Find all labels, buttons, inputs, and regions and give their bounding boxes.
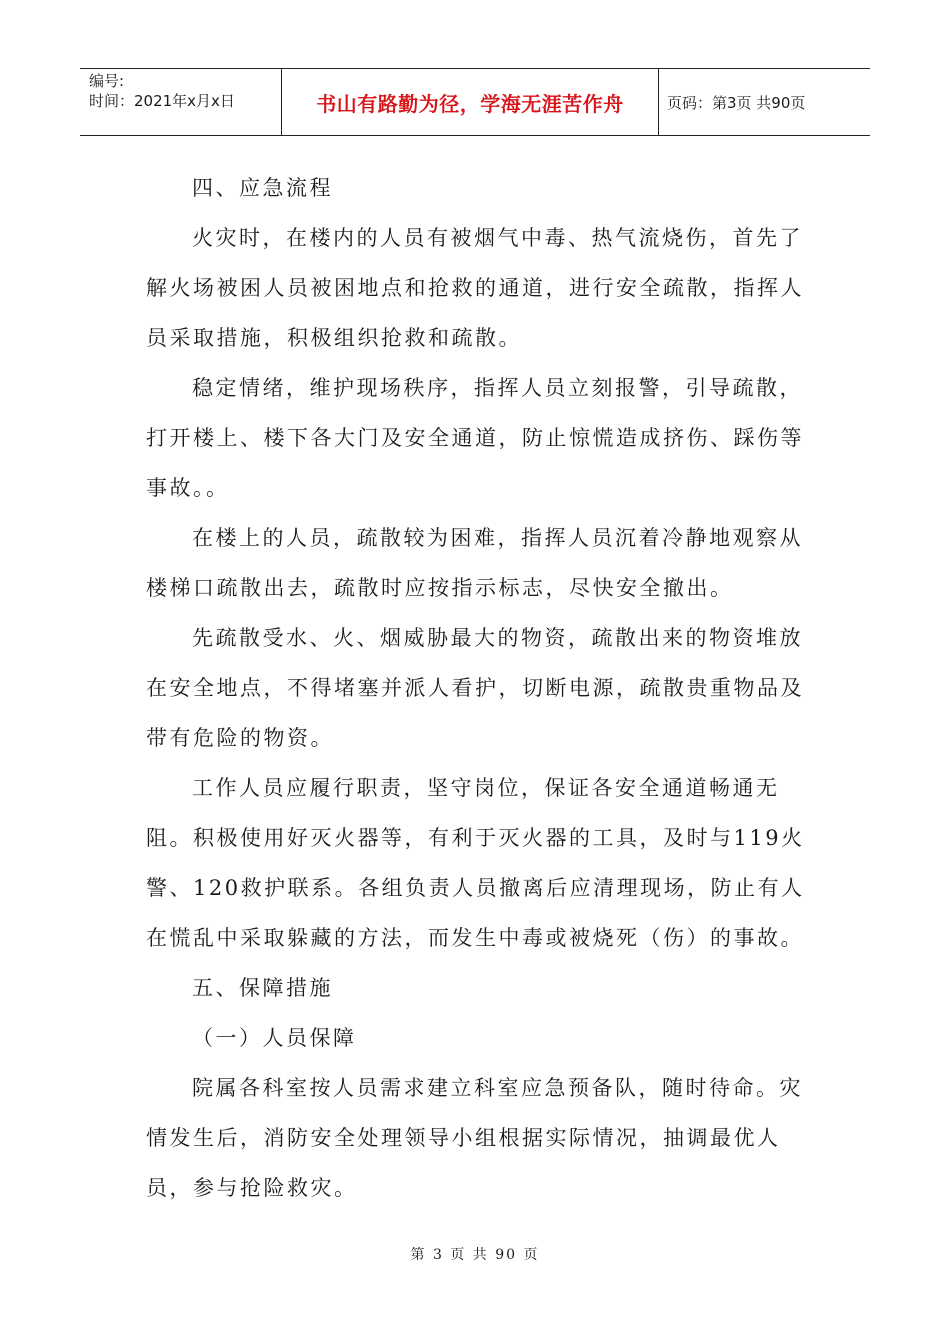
paragraph: 火灾时，在楼内的人员有被烟气中毒、热气流烧伤，首先了解火场被困人员被困地点和抢救的通道，进行安全疏散，指挥人员采取措施，积极组织抢救和疏散。	[146, 226, 804, 350]
paragraph: 院属各科室按人员需求建立科室应急预备队，随时待命。灾情发生后，消防安全处理领导小组根据实际情况，抽调最优人员，参与抢险救灾。	[146, 1076, 803, 1200]
header-meta-cell	[80, 69, 282, 135]
paragraph: 稳定情绪，维护现场秩序，指挥人员立刻报警，引导疏散，打开楼上、楼下各大门及安全通道，防止惊慌造成挤伤、踩伤等事故。。	[146, 376, 804, 500]
paragraph: 先疏散受水、火、烟威胁最大的物资，疏散出来的物资堆放在安全地点，不得堵塞并派人看护，切断电源，疏散贵重物品及带有危险的物资。	[146, 626, 804, 750]
section-heading-safeguards: 五、保障措施	[192, 976, 333, 1000]
page-header	[80, 68, 870, 136]
header-motto-cell	[282, 69, 659, 135]
paragraph: 工作人员应履行职责，坚守岗位，保证各安全通道畅通无阻。积极使用好灭火器等，有利于灭火器的工具，及时与119火警、120救护联系。各组负责人员撤离后应清理现场，防止有人在慌乱中采取躲藏的方法，而发生中毒或被烧死（伤）的事故。	[146, 776, 805, 950]
header-page-cell	[659, 69, 870, 135]
header-motto: 书山有路勤为径，学海无涯苦作舟	[316, 91, 624, 116]
document-date: 时间：2021年x月x日	[89, 92, 235, 110]
paragraph: 在楼上的人员，疏散较为困难，指挥人员沉着冷静地观察从楼梯口疏散出去，疏散时应按指示标志，尽快安全撤出。	[146, 526, 803, 600]
document-number-label: 编号:	[89, 72, 125, 90]
header-page-info: 页码：第3页 共90页	[667, 93, 806, 112]
document-body	[146, 163, 806, 1213]
page-footer	[0, 1244, 950, 1264]
section-heading-emergency-process: 四、应急流程	[192, 176, 333, 200]
subsection-heading-personnel: （一）人员保障	[192, 1026, 357, 1050]
footer-page-number: 第 3 页 共 90 页	[410, 1247, 540, 1263]
